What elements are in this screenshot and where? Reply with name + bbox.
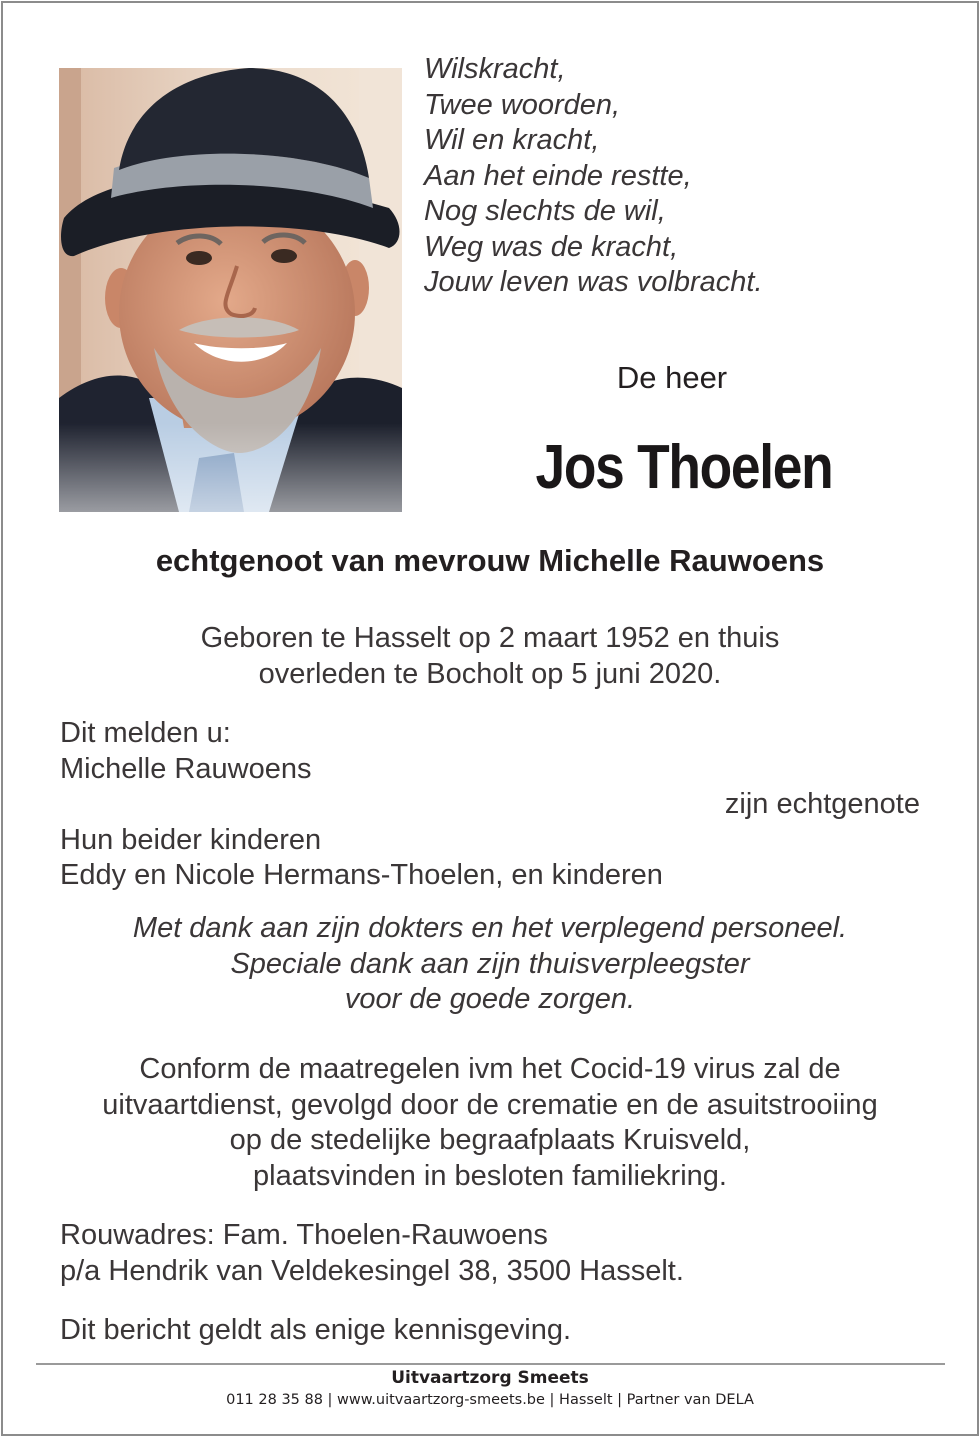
children-heading: Hun beider kinderen [60, 823, 322, 856]
poem-line: Nog slechts de wil, [424, 195, 666, 227]
thanks-line: Met dank aan zijn dokters en het verplegend personeel. [132, 912, 848, 944]
poem-line: Wilskracht, [424, 53, 566, 85]
footer-divider [36, 1363, 945, 1365]
spouse-name: Michelle Rauwoens [60, 752, 312, 785]
ceremony-line: uitvaartdienst, gevolgd door de crematie en de asuitstrooiing [102, 1088, 878, 1121]
announcers-intro: Dit melden u: [60, 717, 231, 749]
notice: Dit bericht geldt als enige kennisgeving. [60, 1314, 572, 1346]
poem-line: Jouw leven was volbracht. [424, 266, 763, 298]
thanks-line: Speciale dank aan zijn thuisverpleegster [230, 947, 750, 980]
spouse-line: echtgenoot van mevrouw Michelle Rauwoens [155, 543, 825, 578]
ceremony-info [0, 1052, 980, 1194]
funeral-company-name: Uitvaartzorg Smeets [391, 1368, 589, 1388]
poem-line: Wil en kracht, [424, 124, 600, 156]
thanks-line: voor de goede zorgen. [344, 983, 636, 1015]
funeral-company-contact: 011 28 35 88 | www.uitvaartzorg-smeets.be | Hasselt | Partner van DELA [226, 1392, 754, 1408]
children-names: Eddy en Nicole Hermans-Thoelen, en kinderen [60, 859, 663, 891]
deceased-name: Jos Thoelen [535, 433, 833, 502]
announcers [60, 716, 940, 894]
mourning-address [60, 1218, 940, 1289]
poem [424, 52, 944, 301]
portrait-illustration [59, 68, 402, 512]
mourning-address-line: p/a Hendrik van Veldekesingel 38, 3500 Hasselt. [60, 1254, 684, 1287]
salutation: De heer [616, 360, 728, 395]
thanks [0, 911, 980, 1018]
portrait-photo [59, 68, 402, 512]
birth-death-line: overleden te Bocholt op 5 juni 2020. [258, 657, 722, 690]
ceremony-line: plaatsvinden in besloten familiekring. [253, 1159, 727, 1192]
poem-line: Twee woorden, [424, 88, 621, 121]
spouse-relation: zijn echtgenote [724, 788, 920, 820]
birth-death-line: Geboren te Hasselt op 2 maart 1952 en thuis [200, 622, 780, 654]
poem-line: Weg was de kracht, [424, 230, 679, 263]
ceremony-line: Conform de maatregelen ivm het Cocid-19 virus zal de [139, 1053, 841, 1085]
birth-death-info [0, 621, 980, 692]
ceremony-line: op de stedelijke begraafplaats Kruisveld, [229, 1124, 751, 1156]
mourning-address-line: Rouwadres: Fam. Thoelen-Rauwoens [60, 1219, 548, 1251]
poem-line: Aan het einde restte, [424, 159, 692, 192]
